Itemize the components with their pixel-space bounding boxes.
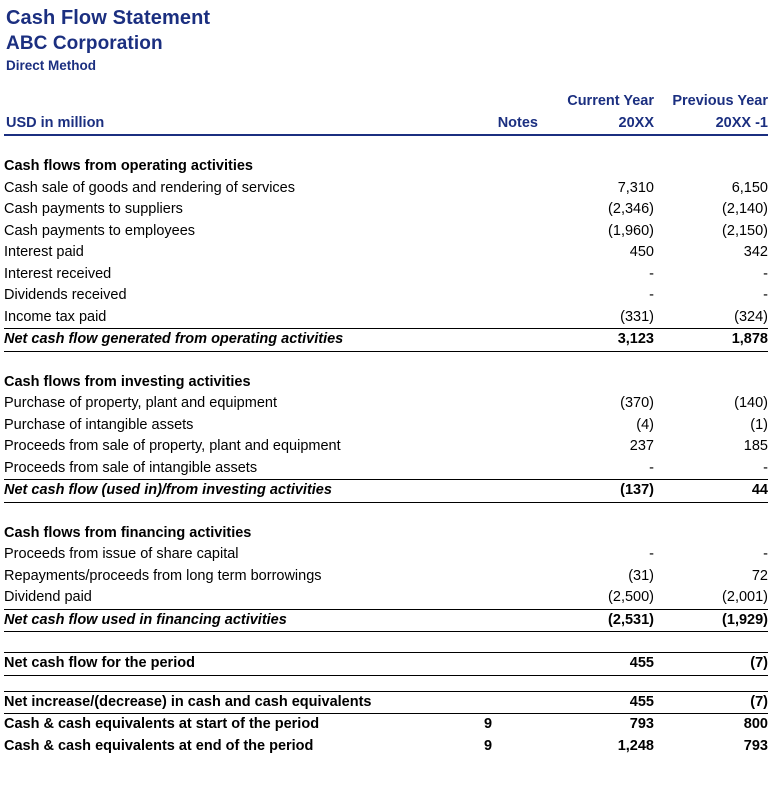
subtotal-previous-year: 44 <box>654 480 768 503</box>
section-heading-notes <box>438 156 538 178</box>
row-label: Interest paid <box>4 244 84 260</box>
row-label: Cash & cash equivalents at start of the period <box>4 716 320 732</box>
subtotal-notes <box>438 480 538 503</box>
row-current-year: - <box>649 459 654 476</box>
spacer-cell <box>4 351 768 372</box>
row-current-year: (4) <box>636 416 654 433</box>
row-label: Cash sale of goods and rendering of services <box>4 179 295 196</box>
row-current-year: 793 <box>629 716 654 732</box>
row-previous-year: - <box>763 287 768 303</box>
row-current-year: 450 <box>629 244 654 260</box>
row-label: Purchase of intangible assets <box>4 416 194 433</box>
subtotal-row-financing <box>4 609 768 632</box>
table-row <box>4 242 768 264</box>
row-notes <box>438 415 538 437</box>
method-subtitle: Direct Method <box>6 58 97 73</box>
section-heading-investing <box>4 372 768 394</box>
subtotal-label: Net cash flow generated from operating activities <box>4 329 438 352</box>
table-header-row-top <box>4 91 768 113</box>
row-previous-year: 342 <box>743 244 768 260</box>
section-heading-py <box>654 372 768 394</box>
table-row <box>4 544 768 566</box>
row-label: Cash payments to employees <box>4 222 196 239</box>
table-row <box>4 264 768 286</box>
subtotal-row-investing <box>4 480 768 503</box>
row-notes <box>438 436 538 458</box>
row-notes <box>438 544 538 566</box>
row-label: Income tax paid <box>4 308 107 325</box>
section-heading-notes <box>438 372 538 394</box>
row-current-year: (2,500) <box>608 589 654 605</box>
spacer-row <box>4 135 768 156</box>
row-current-year: 237 <box>629 438 654 454</box>
section-heading-label: Cash flows from investing activities <box>4 373 251 390</box>
row-previous-year: - <box>763 459 768 476</box>
row-previous-year: 72 <box>751 567 768 584</box>
spacer-row <box>4 632 768 653</box>
row-label: Net increase/(decrease) in cash and cash equivalents <box>4 691 438 714</box>
row-notes <box>438 242 538 264</box>
section-heading-label: Cash flows from operating activities <box>4 158 253 174</box>
row-previous-year: 185 <box>743 438 768 454</box>
table-row <box>4 566 768 588</box>
row-current-year: (1,960) <box>608 222 654 239</box>
row-notes <box>438 458 538 480</box>
row-current-year: 7,310 <box>617 179 654 196</box>
row-previous-year: (2,150) <box>722 222 768 239</box>
total-label: Net cash flow for the period <box>4 653 438 676</box>
subtotal-notes <box>438 609 538 632</box>
row-notes <box>438 307 538 329</box>
table-row <box>4 178 768 200</box>
subtotal-previous-year: 1,878 <box>654 329 768 352</box>
reconciliation-row-closing <box>4 736 768 758</box>
row-previous-year: (324) <box>734 308 768 325</box>
subtotal-current-year: (2,531) <box>538 609 654 632</box>
reconciliation-row-net-change <box>4 691 768 714</box>
section-heading-label: Cash flows from financing activities <box>4 524 252 541</box>
subtotal-notes <box>438 329 538 352</box>
row-current-year: (2,346) <box>608 201 654 217</box>
row-previous-year: 6,150 <box>731 179 768 196</box>
header-current-year-bottom: 20XX <box>538 113 654 136</box>
row-label: Purchase of property, plant and equipment <box>4 395 277 411</box>
spacer-cell <box>4 502 768 523</box>
row-previous-year: 793 <box>743 737 768 754</box>
row-label: Proceeds from sale of property, plant and equipment <box>4 438 341 454</box>
header-current-year-top: Current Year <box>567 93 654 109</box>
section-heading-financing <box>4 523 768 545</box>
row-label: Dividends received <box>4 287 127 303</box>
row-previous-year: 800 <box>743 716 768 732</box>
total-notes <box>438 653 538 676</box>
spacer-cell <box>4 632 768 653</box>
total-previous-year: (7) <box>654 653 768 676</box>
section-heading-operating <box>4 156 768 178</box>
header-notes-label: Notes <box>438 113 538 136</box>
row-current-year: (31) <box>628 567 654 584</box>
table-row <box>4 221 768 243</box>
row-notes <box>438 264 538 286</box>
table-row <box>4 285 768 307</box>
row-notes <box>438 285 538 307</box>
row-current-year: - <box>649 265 654 282</box>
row-previous-year: (140) <box>734 395 768 411</box>
section-heading-cy <box>538 372 654 394</box>
row-label: Repayments/proceeds from long term borrowings <box>4 567 322 584</box>
row-notes <box>438 199 538 221</box>
subtotal-row-operating <box>4 329 768 352</box>
row-current-year: 455 <box>538 691 654 714</box>
row-current-year: - <box>649 287 654 303</box>
subtotal-current-year: 3,123 <box>538 329 654 352</box>
document-title-block <box>4 4 766 75</box>
total-row-period <box>4 653 768 676</box>
total-current-year: 455 <box>538 653 654 676</box>
row-label: Proceeds from issue of share capital <box>4 546 239 562</box>
spacer-cell <box>4 675 768 691</box>
section-heading-cy <box>538 156 654 178</box>
row-current-year: 1,248 <box>617 737 654 754</box>
row-current-year: (331) <box>620 308 654 325</box>
row-notes <box>438 587 538 609</box>
header-units-label: USD in million <box>4 113 438 136</box>
row-label: Interest received <box>4 265 112 282</box>
subtotal-current-year: (137) <box>538 480 654 503</box>
table-row <box>4 199 768 221</box>
page-title: Cash Flow Statement <box>6 7 211 29</box>
row-notes: 9 <box>483 737 493 754</box>
row-notes <box>438 566 538 588</box>
table-row <box>4 307 768 329</box>
header-notes-blank <box>438 91 538 113</box>
table-row <box>4 436 768 458</box>
row-notes <box>438 691 538 714</box>
spacer-cell <box>4 135 768 156</box>
cash-flow-table <box>4 91 768 757</box>
subtotal-label: Net cash flow (used in)/from investing activities <box>4 480 438 503</box>
row-previous-year: - <box>763 265 768 282</box>
row-previous-year: (7) <box>654 691 768 714</box>
row-label: Cash payments to suppliers <box>4 201 183 217</box>
table-row <box>4 415 768 437</box>
row-notes <box>438 393 538 415</box>
section-heading-py <box>654 523 768 545</box>
header-spacer-cell <box>4 91 438 113</box>
header-previous-year-top: Previous Year <box>672 93 768 109</box>
row-previous-year: - <box>763 546 768 562</box>
row-notes <box>438 178 538 200</box>
table-header-row-bottom <box>4 113 768 136</box>
row-current-year: (370) <box>620 395 654 411</box>
section-heading-notes <box>438 523 538 545</box>
table-row <box>4 393 768 415</box>
row-previous-year: (2,001) <box>722 589 768 605</box>
row-notes <box>438 221 538 243</box>
header-previous-year-bottom: 20XX -1 <box>654 113 768 136</box>
section-heading-py <box>654 156 768 178</box>
table-row <box>4 458 768 480</box>
spacer-row <box>4 502 768 523</box>
spacer-row <box>4 351 768 372</box>
spacer-row <box>4 675 768 691</box>
row-previous-year: (2,140) <box>722 201 768 217</box>
company-name: ABC Corporation <box>6 33 163 54</box>
subtotal-label: Net cash flow used in financing activities <box>4 609 438 632</box>
row-label: Cash & cash equivalents at end of the period <box>4 737 314 754</box>
row-label: Proceeds from sale of intangible assets <box>4 459 258 476</box>
row-previous-year: (1) <box>750 416 768 433</box>
row-label: Dividend paid <box>4 589 92 605</box>
row-current-year: - <box>649 546 654 562</box>
row-notes: 9 <box>483 716 493 732</box>
reconciliation-row-opening <box>4 714 768 736</box>
section-heading-cy <box>538 523 654 545</box>
subtotal-previous-year: (1,929) <box>654 609 768 632</box>
table-row <box>4 587 768 609</box>
